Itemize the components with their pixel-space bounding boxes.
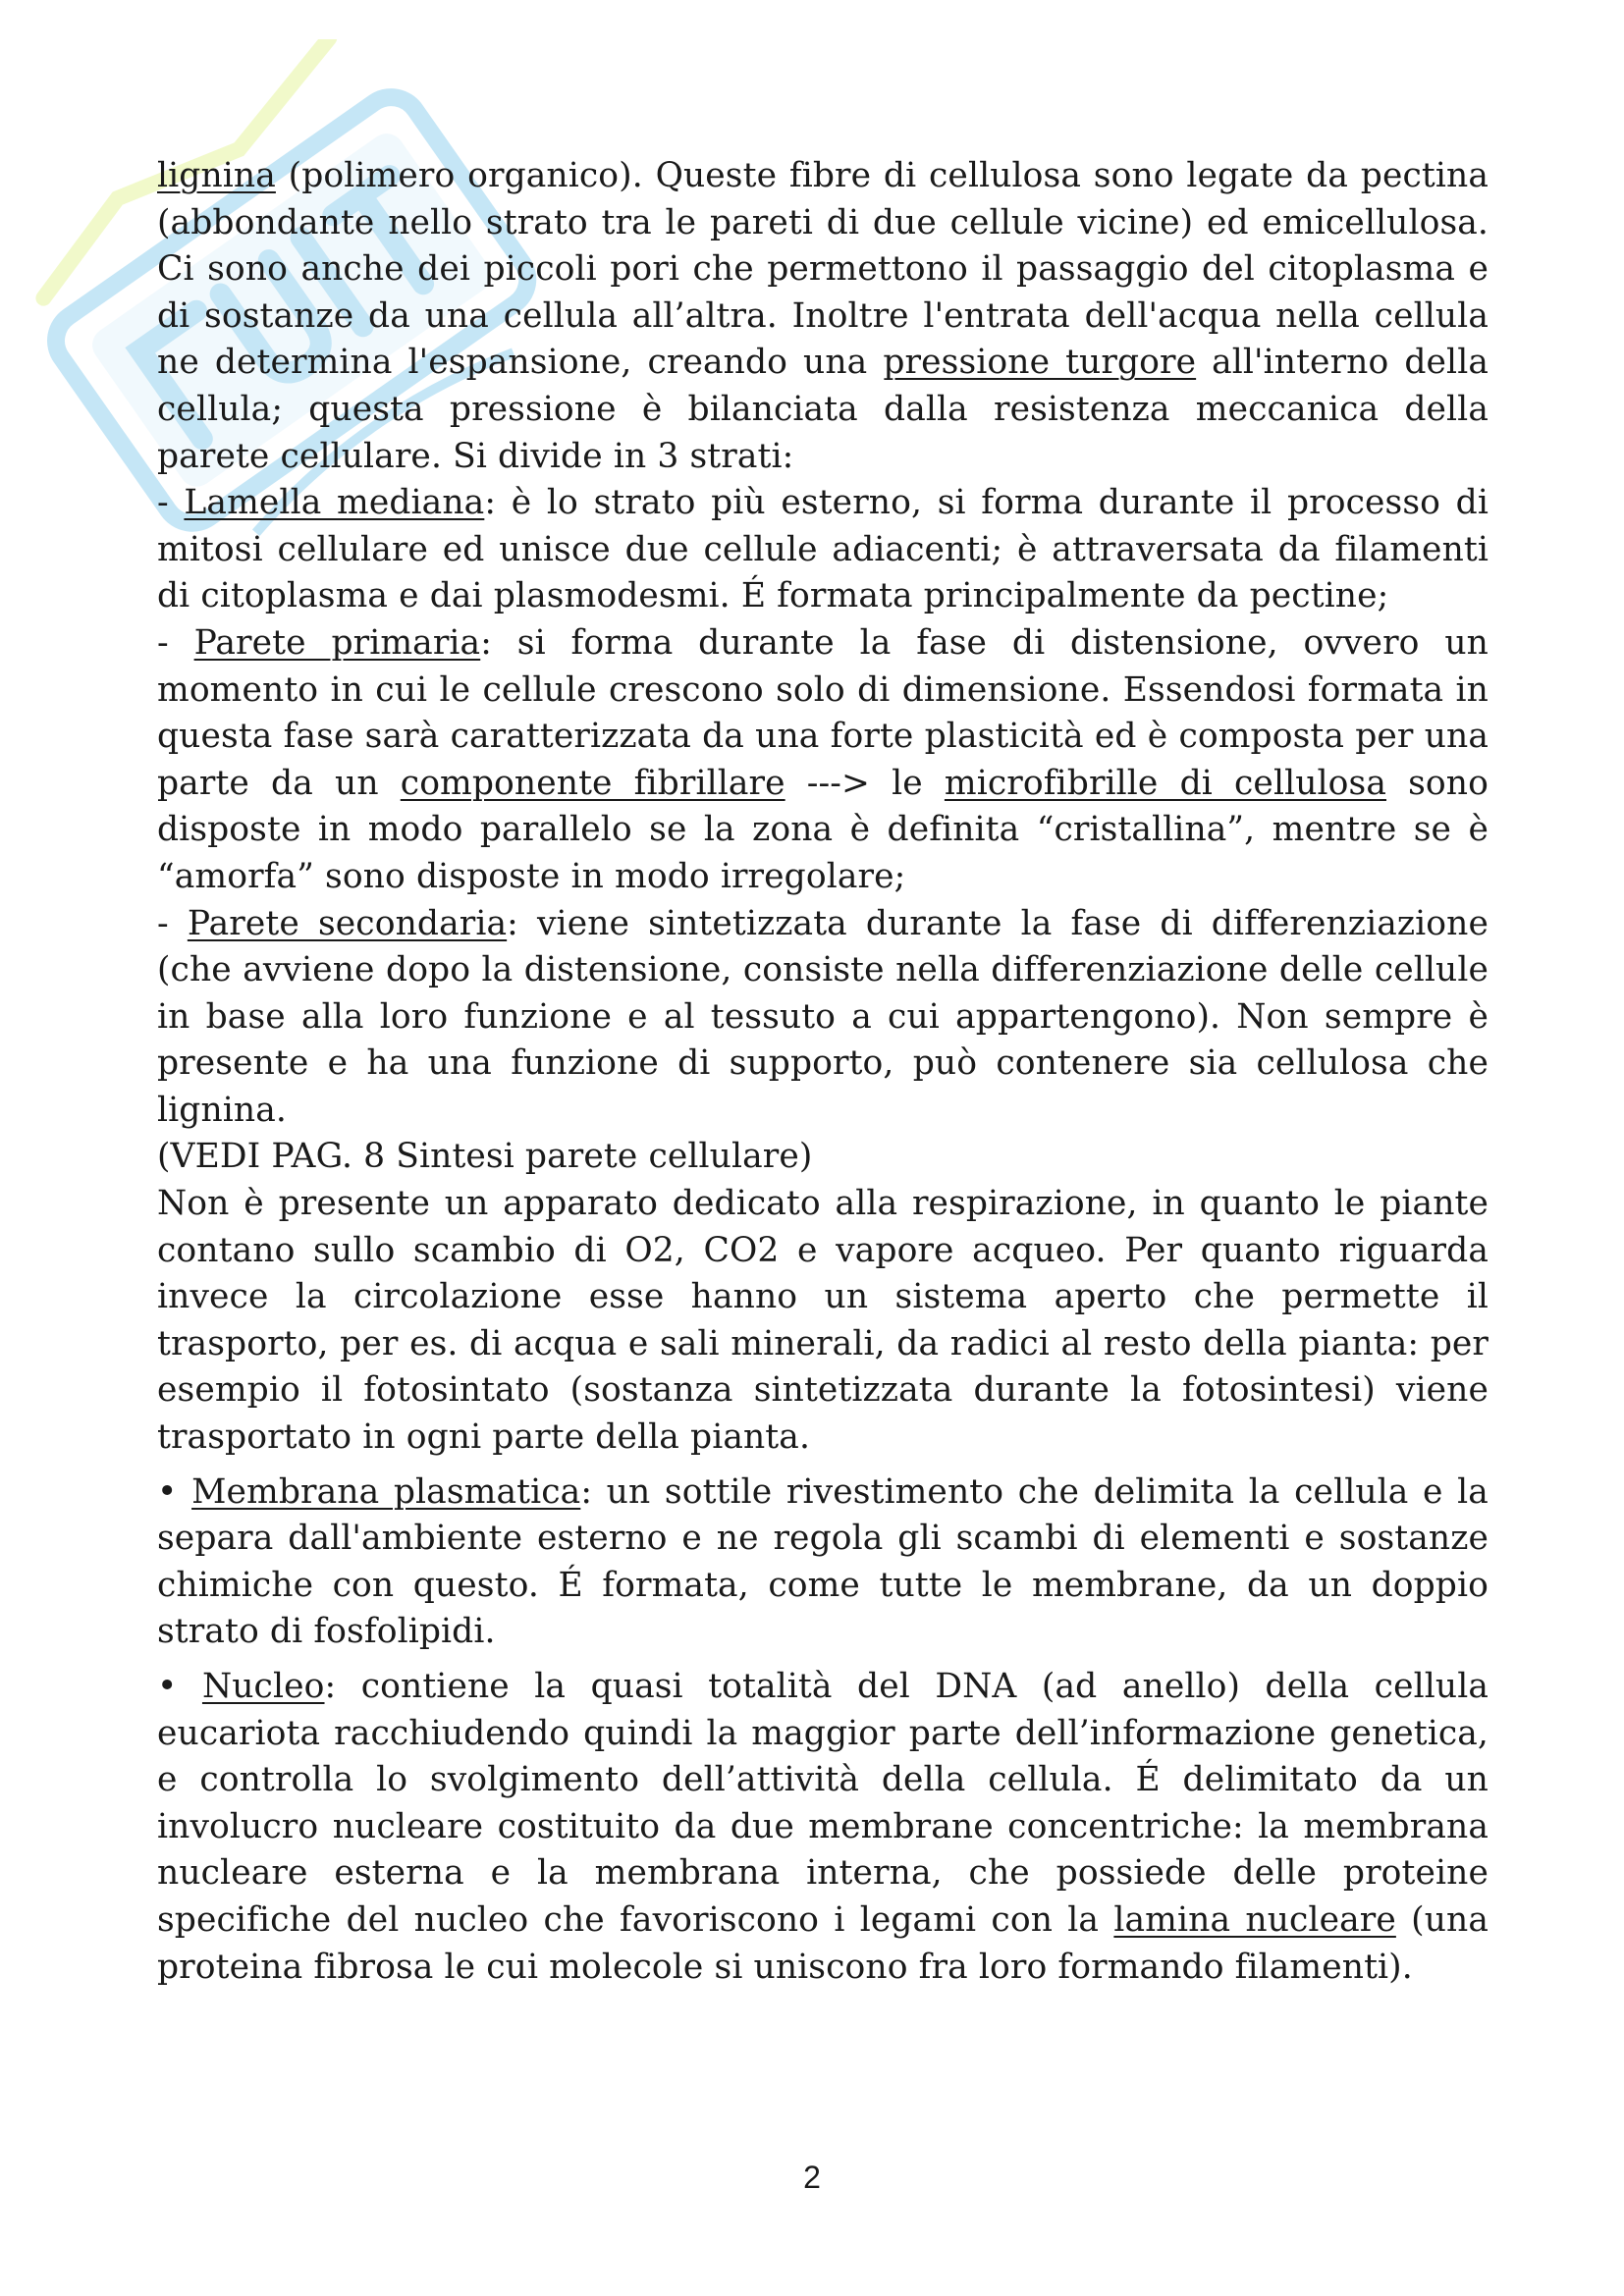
paragraph-nucleo: • Nucleo: contiene la quasi totalità del DNA (ad anello) della cellula eucariota racchiudendo quindi la maggior parte dell’informazione genetica, e controlla lo svolgimento dell’attività della cellula. É delimitato da un involucro nucleare costituito da due membrane concentriche: la membrana nucleare esterna e la membrana interna, che possiede delle proteine specifiche del nucleo che favoriscono i legami con la lamina nucleare (una proteina fibrosa le cui molecole si uniscono fra loro formando filamenti). [157,1667,1489,1987]
term-microfibrille: microfibrille di cellulosa [944,763,1387,803]
term-lignina: lignina [157,156,276,195]
term-nucleo: Nucleo [201,1667,325,1706]
paragraph-membrana-plasmatica: • Membrana plasmatica: un sottile rivestimento che delimita la cellula e la separa dall'ambiente esterno e ne regola gli scambi di elementi e sostanze chimiche con questo. É formata, come tutte le membrane, da un doppio strato di fosfolipidi. [157,1471,1489,1652]
document-body [157,153,1489,1991]
paragraph-parete-primaria: - Parete primaria: si forma durante la fase di distensione, ovvero un momento in cui le cellule crescono solo di dimensione. Essendosi formata in questa fase sarà caratterizzata da una forte plasticità ed è composta per una parte da un componente fibrillare ---> le microfibrille di cellulosa sono disposte in modo parallelo se la zona è definita “cristallina”, mentre se è “amorfa” sono disposte in modo irregolare; [157,622,1489,896]
term-membrana-plasmatica: Membrana plasmatica [191,1471,581,1512]
paragraph-page-reference: (VEDI PAG. 8 Sintesi parete cellulare) [157,1137,813,1177]
paragraph-lamella-mediana: - Lamella mediana: è lo strato più esterno, si forma durante il processo di mitosi cellulare ed unisce due cellule adiacenti; è attraversata da filamenti di citoplasma e dai plasmodesmi. É formata principalmente da pectine; [157,483,1489,616]
term-parete-secondaria: Parete secondaria [187,903,508,943]
paragraph-respirazione: Non è presente un apparato dedicato alla respirazione, in quanto le piante contano sullo scambio di O2, CO2 e vapore acqueo. Per quanto riguarda invece la circolazione esse hanno un sistema aperto che permette il trasporto, per es. di acqua e sali minerali, da radici al resto della pianta: per esempio il fotosintato (sostanza sintetizzata durante la fotosintesi) viene trasportato in ogni parte della pianta. [157,1184,1489,1458]
term-lamina-nucleare: lamina nucleare [1113,1899,1396,1940]
term-pressione-turgore: pressione turgore [883,343,1197,383]
term-parete-primaria: Parete primaria [193,622,481,663]
paragraph-cell-wall: lignina (polimero organico). Queste fibre di cellulosa sono legate da pectina (abbondante nello strato tra le pareti di due cellule vicine) ed emicellulosa. Ci sono anche dei piccoli pori che permettono il passaggio del citoplasma e di sostanze da una cellula all’altra. Inoltre l'entrata dell'acqua nella cellula ne determina l'espansione, creando una pressione turgore all'interno della cellula; questa pressione è bilanciata dalla resistenza meccanica della parete cellulare. Si divide in 3 strati: [157,156,1489,476]
paragraph-parete-secondaria: - Parete secondaria: viene sintetizzata durante la fase di differenziazione (che avviene dopo la distensione, consiste nella differenziazione delle cellule in base alla loro funzione e al tessuto a cui appartengono). Non sempre è presente e ha una funzione di supporto, può contenere sia cellulosa che lignina. [157,903,1489,1130]
term-lamella-mediana: Lamella mediana [184,483,485,523]
term-componente-fibrillare: componente fibrillare [400,763,785,803]
page-number: 2 [803,2160,821,2195]
